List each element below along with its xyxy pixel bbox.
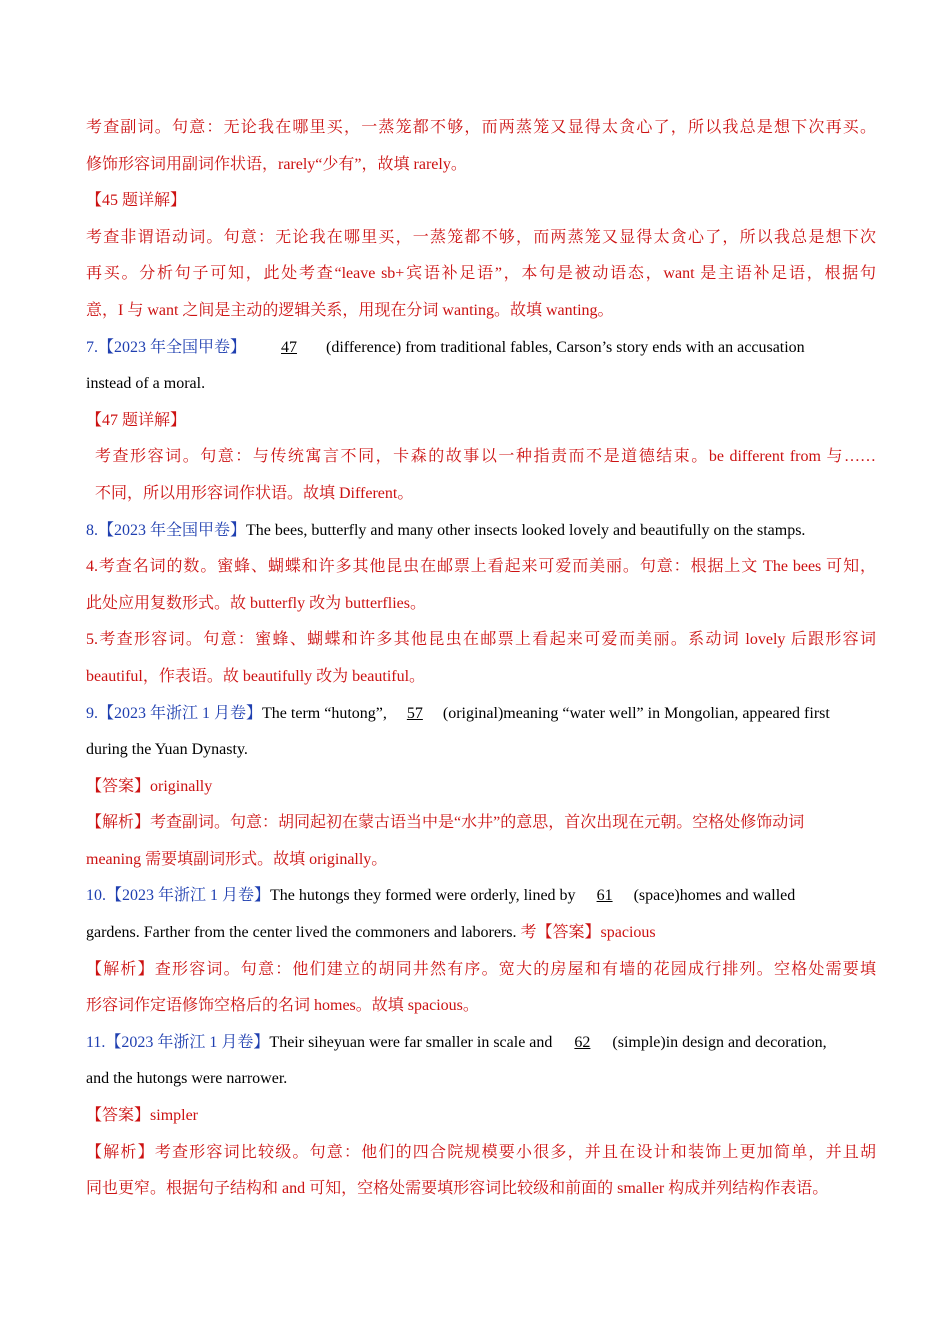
q9-blank: 57 bbox=[406, 704, 423, 722]
q9-text1: The term “hutong”, bbox=[262, 704, 391, 722]
item45-line1: 考查非谓语动词。句意：无论我在哪里买，一蒸笼都不够，而两蒸笼又显得太贪心了，所以我总是想下次 bbox=[86, 228, 876, 246]
question-9 bbox=[86, 696, 876, 733]
q10-text3-line bbox=[86, 915, 876, 952]
q8-exp4a: 4.考查名词的数。蜜蜂、蝴蝶和许多其他昆虫在邮票上看起来可爱而美丽。句意：根据上文 The bees 可知， bbox=[86, 558, 876, 576]
q8-source: 【2023 年全国甲卷】 bbox=[98, 521, 247, 539]
q9-exp-line1 bbox=[86, 805, 876, 842]
q7-number: 7. bbox=[86, 338, 98, 356]
item45-heading: 【45 题详解】 bbox=[86, 192, 187, 210]
q10-text3: gardens. Farther from the center lived the commoners and laborers. bbox=[86, 924, 521, 942]
q7-exp1: 考查形容词。句意：与传统寓言不同，卡森的故事以一种指责而不是道德结束。be different from 与…… bbox=[95, 448, 876, 466]
item44-line1: 考查副词。句意：无论我在哪里买，一蒸笼都不够，而两蒸笼又显得太贪心了，所以我总是想下次再买。 bbox=[86, 119, 876, 136]
q10-number: 10. bbox=[86, 887, 106, 905]
item45-line2: 再买。分析句子可知，此处考查“leave sb+宾语补足语”，本句是被动语态，want 是主语补足语，根据句 bbox=[86, 265, 876, 283]
q11-text3: and the hutongs were narrower. bbox=[86, 1070, 288, 1088]
q7-text2: instead of a moral. bbox=[86, 375, 206, 393]
q7-heading: 【47 题详解】 bbox=[86, 411, 187, 429]
q10-exp-line1 bbox=[86, 952, 876, 989]
item44-line2: 修饰形容词用副词作状语，rarely“少有”，故填 rarely。 bbox=[86, 155, 467, 173]
q10-text1: The hutongs they formed were orderly, lined by bbox=[270, 887, 580, 905]
q11-exp-label: 【解析】 bbox=[86, 1143, 155, 1161]
q11-exp-line1 bbox=[86, 1135, 876, 1172]
question-7 bbox=[86, 330, 876, 367]
q8-exp5b: beautiful，作表语。故 beautifully 改为 beautiful。 bbox=[86, 667, 426, 685]
q8-text: The bees, butterfly and many other insects looked lovely and beautifully on the stamps. bbox=[246, 521, 806, 539]
q9-answer: originally bbox=[150, 777, 213, 795]
q9-answer-label: 【答案】 bbox=[86, 777, 151, 795]
q11-number: 11. bbox=[86, 1033, 106, 1051]
q8-exp4b: 此处应用复数形式。故 butterfly 改为 butterflies。 bbox=[86, 594, 426, 612]
q11-blank: 62 bbox=[574, 1033, 591, 1051]
q10-source: 【2023 年浙江 1 月卷】 bbox=[106, 887, 271, 905]
q11-source: 【2023 年浙江 1 月卷】 bbox=[105, 1033, 270, 1051]
item45-line3: 意，I 与 want 之间是主动的逻辑关系，用现在分词 wanting。故填 wanting。 bbox=[86, 301, 614, 319]
q8-exp5a: 5.考查形容词。句意：蜜蜂、蝴蝶和许多其他昆虫在邮票上看起来可爱而美丽。系动词 lovely 后跟形容词 bbox=[86, 631, 876, 649]
q9-text3: during the Yuan Dynasty. bbox=[86, 741, 248, 759]
q11-answer-line bbox=[86, 1098, 876, 1135]
q9-exp2: meaning 需要填副词形式。故填 originally。 bbox=[86, 850, 388, 868]
q9-source: 【2023 年浙江 1 月卷】 bbox=[98, 704, 263, 722]
q11-text2: (simple)in design and decoration, bbox=[608, 1033, 827, 1051]
q7-blank: 47 bbox=[281, 338, 298, 356]
question-11 bbox=[86, 1025, 876, 1062]
q10-exp1: 查形容词。句意：他们建立的胡同井然有序。宽大的房屋和有墙的花园成行排列。空格处需要填 bbox=[154, 960, 876, 978]
q10-answer: 考【答案】spacious bbox=[520, 924, 656, 942]
q9-answer-line bbox=[86, 769, 876, 806]
q10-exp-label: 【解析】 bbox=[86, 960, 155, 978]
question-10 bbox=[86, 878, 876, 915]
document-page bbox=[86, 110, 876, 1208]
q7-source: 【2023 年全国甲卷】 bbox=[98, 338, 247, 356]
q11-answer-label: 【答案】 bbox=[86, 1107, 151, 1125]
q9-number: 9. bbox=[86, 704, 98, 722]
q9-exp-label: 【解析】 bbox=[86, 814, 151, 832]
q11-answer: simpler bbox=[150, 1107, 199, 1125]
q8-number: 8. bbox=[86, 521, 98, 539]
q10-blank: 61 bbox=[596, 887, 613, 905]
q10-text2: (space)homes and walled bbox=[629, 887, 796, 905]
q11-exp2: 同也更窄。根据句子结构和 and 可知，空格处需要填形容词比较级和前面的 smaller 构成并列结构作表语。 bbox=[86, 1180, 829, 1198]
q7-text1: (difference) from traditional fables, Carson’s story ends with an accusation bbox=[322, 338, 805, 356]
q9-exp1: 考查副词。句意：胡同起初在蒙古语当中是“水井”的意思，首次出现在元朝。空格处修饰动词 bbox=[150, 814, 805, 832]
q11-text1: Their siheyuan were far smaller in scale and bbox=[269, 1033, 557, 1051]
q9-text2: (original)meaning “water well” in Mongolian, appeared first bbox=[438, 704, 830, 722]
q11-exp1: 考查形容词比较级。句意：他们的四合院规模要小很多，并且在设计和装饰上更加简单，并且胡 bbox=[154, 1143, 876, 1161]
q10-exp2: 形容词作定语修饰空格后的名词 homes。故填 spacious。 bbox=[86, 997, 479, 1015]
question-8 bbox=[86, 513, 876, 550]
q7-exp2: 不同，所以用形容词作状语。故填 Different。 bbox=[95, 484, 414, 502]
